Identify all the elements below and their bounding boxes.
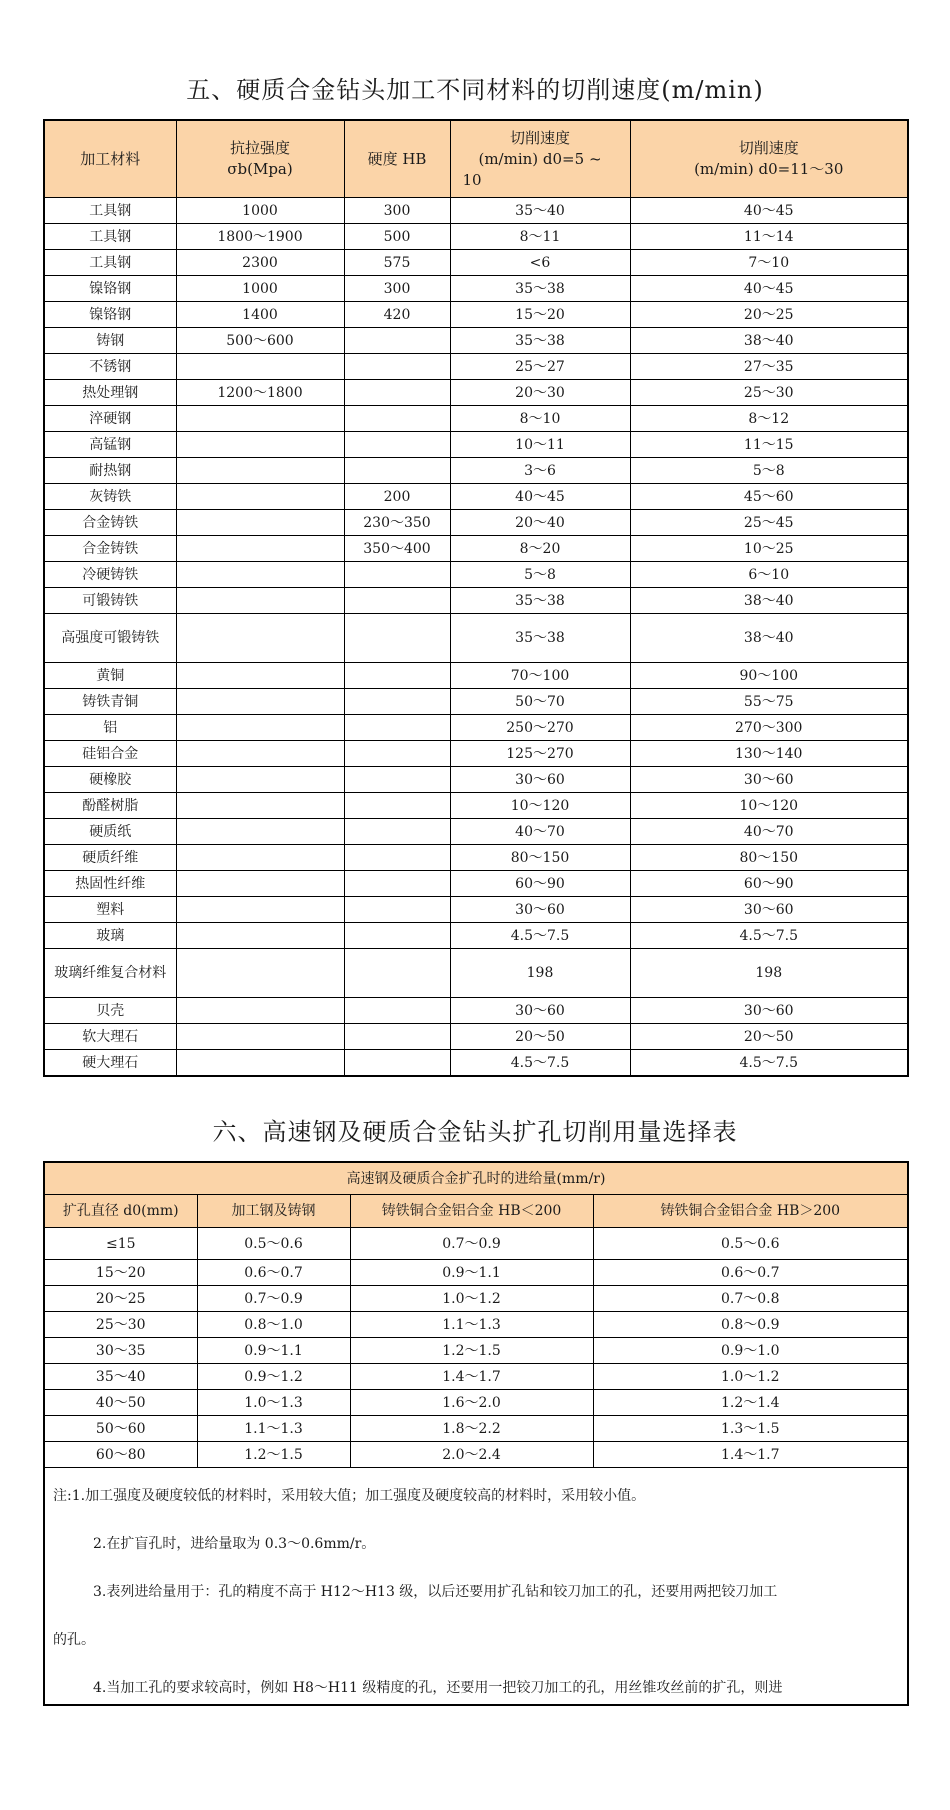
table-cell: 230～350 [344, 510, 450, 536]
table-cell: 3～6 [450, 458, 630, 484]
table-cell [176, 562, 344, 588]
table-cell: 合金铸铁 [44, 536, 176, 562]
table-cell: 1.0～1.3 [197, 1390, 350, 1416]
table-cell: 淬硬钢 [44, 406, 176, 432]
table-cell: 8～20 [450, 536, 630, 562]
table-cell [176, 767, 344, 793]
table-cell [344, 562, 450, 588]
table-cell: 30～60 [450, 998, 630, 1024]
table-cell [176, 354, 344, 380]
table-cell: 25～30 [44, 1312, 197, 1338]
table-cell: <6 [450, 250, 630, 276]
table-cell: 8～10 [450, 406, 630, 432]
table-cell: 30～60 [630, 897, 908, 923]
table-cell: 4.5～7.5 [630, 923, 908, 949]
table-row [44, 484, 908, 510]
note-3-continued: 的孔。 [53, 1632, 95, 1648]
table-cell [344, 871, 450, 897]
table-cell: 1.3～1.5 [593, 1416, 908, 1442]
table-cell: 27～35 [630, 354, 908, 380]
table-cell: 5～8 [450, 562, 630, 588]
table-cell [344, 614, 450, 663]
table-cell: 40～45 [450, 484, 630, 510]
table-cell [176, 689, 344, 715]
table-cell: 塑料 [44, 897, 176, 923]
table-cell: 15～20 [44, 1260, 197, 1286]
table-cell: 38～40 [630, 614, 908, 663]
table-caption-row [44, 1162, 908, 1195]
header-speed-large-line1: 切削速度 [738, 139, 799, 157]
table-row [44, 198, 908, 224]
table-cell: 1400 [176, 302, 344, 328]
table-cell: 25～27 [450, 354, 630, 380]
table-cell: 铸铁青铜 [44, 689, 176, 715]
table-cell: 60～90 [630, 871, 908, 897]
table-row [44, 1312, 908, 1338]
header-speed-small [450, 120, 630, 198]
table-cell [344, 328, 450, 354]
table-cell [176, 741, 344, 767]
table-cell [344, 715, 450, 741]
table-row [44, 923, 908, 949]
reaming-feed-table-body [44, 1228, 908, 1468]
table-cell: 玻璃 [44, 923, 176, 949]
table-cell: 20～40 [450, 510, 630, 536]
table-cell: 40～45 [630, 198, 908, 224]
table-cell: 35～40 [450, 198, 630, 224]
table-row [44, 1228, 908, 1260]
table-cell: 4.5～7.5 [450, 923, 630, 949]
header-cast-gt200: 铸铁铜合金铝合金 HB＞200 [593, 1195, 908, 1228]
note-3: 3.表列进给量用于：孔的精度不高于 H12～H13 级，以后还要用扩孔钻和铰刀加工的孔，还要用两把铰刀加工 [93, 1584, 778, 1600]
table-cell: 1200～1800 [176, 380, 344, 406]
table-cell: 贝壳 [44, 998, 176, 1024]
table-cell: 575 [344, 250, 450, 276]
table-cell: 30～35 [44, 1338, 197, 1364]
table-cell [344, 949, 450, 998]
table-cell: 500 [344, 224, 450, 250]
table-cell: 0.6～0.7 [593, 1260, 908, 1286]
table-row [44, 354, 908, 380]
table-cell: 45～60 [630, 484, 908, 510]
table-cell: 8～11 [450, 224, 630, 250]
header-speed-small-line1: 切削速度 [509, 128, 570, 147]
table-cell [176, 715, 344, 741]
table-cell: 工具钢 [44, 224, 176, 250]
table-cell: 0.9～1.2 [197, 1364, 350, 1390]
table-cell [176, 1050, 344, 1077]
table-cell: 1.6～2.0 [350, 1390, 593, 1416]
table-cell: 1.8～2.2 [350, 1416, 593, 1442]
table-cell: 20～30 [450, 380, 630, 406]
table-cell [176, 1024, 344, 1050]
table-cell: 5～8 [630, 458, 908, 484]
table-cell: 40～50 [44, 1390, 197, 1416]
table-cell: 125～270 [450, 741, 630, 767]
reaming-feed-table [43, 1161, 909, 1706]
table-cell [344, 767, 450, 793]
header-cast-lt200: 铸铁铜合金铝合金 HB＜200 [350, 1195, 593, 1228]
table-cell: 酚醛树脂 [44, 793, 176, 819]
table-cell [176, 510, 344, 536]
table-cell [344, 741, 450, 767]
table-cell: 30～60 [450, 767, 630, 793]
table-cell: 0.7～0.9 [350, 1228, 593, 1260]
table-cell: 0.8～1.0 [197, 1312, 350, 1338]
table-cell: 1.1～1.3 [350, 1312, 593, 1338]
table-row [44, 380, 908, 406]
table-cell [176, 484, 344, 510]
section2-title: 六、高速钢及硬质合金钻头扩孔切削用量选择表 [212, 1118, 738, 1146]
table-cell [176, 793, 344, 819]
table-row [44, 1442, 908, 1468]
table-cell: 30～60 [630, 998, 908, 1024]
table-row [44, 302, 908, 328]
header-hardness: 硬度 HB [344, 120, 450, 198]
table-cell [176, 406, 344, 432]
table-row [44, 767, 908, 793]
table-cell: 50～70 [450, 689, 630, 715]
table-cell: 热固性纤维 [44, 871, 176, 897]
table-cell: 1.2～1.5 [197, 1442, 350, 1468]
table-cell: 0.9～1.0 [593, 1338, 908, 1364]
table-cell: 铝 [44, 715, 176, 741]
table-cell [344, 406, 450, 432]
table-cell: 55～75 [630, 689, 908, 715]
table-row [44, 510, 908, 536]
table-cell: 耐热钢 [44, 458, 176, 484]
header-tensile-line2: σb(Mpa) [227, 160, 293, 178]
table-cell: 1.0～1.2 [350, 1286, 593, 1312]
table-cell [176, 536, 344, 562]
table-cell: 50～60 [44, 1416, 197, 1442]
table-row [44, 250, 908, 276]
table-cell: 镍铬钢 [44, 302, 176, 328]
table-row [44, 588, 908, 614]
table-cell [344, 1024, 450, 1050]
table-cell: 高强度可锻铸铁 [44, 614, 176, 663]
table-cell: 玻璃纤维复合材料 [44, 949, 176, 998]
table-cell: 不锈钢 [44, 354, 176, 380]
table-cell [344, 663, 450, 689]
table-cell: 80～150 [450, 845, 630, 871]
table-cell [176, 819, 344, 845]
header-speed-large [630, 120, 908, 198]
table-cell: 硬大理石 [44, 1050, 176, 1077]
table-row [44, 276, 908, 302]
table-cell: 7～10 [630, 250, 908, 276]
table-cell: 0.6～0.7 [197, 1260, 350, 1286]
table-cell [176, 663, 344, 689]
table-cell: 35～38 [450, 614, 630, 663]
table-cell [176, 588, 344, 614]
table-cell: 198 [450, 949, 630, 998]
table-row [44, 1338, 908, 1364]
header-steel: 加工钢及铸钢 [197, 1195, 350, 1228]
table-row [44, 819, 908, 845]
table-cell: 0.7～0.9 [197, 1286, 350, 1312]
table-row [44, 715, 908, 741]
table-cell: 40～45 [630, 276, 908, 302]
table-cell: 1.0～1.2 [593, 1364, 908, 1390]
table-cell: 工具钢 [44, 250, 176, 276]
note-4: 4.当加工孔的要求较高时，例如 H8～H11 级精度的孔，还要用一把铰刀加工的孔，用丝锥攻丝前的扩孔，则进 [93, 1680, 783, 1696]
cutting-speed-table-body [44, 198, 908, 1077]
header-tensile-line1: 抗拉强度 [229, 139, 290, 157]
table-row [44, 897, 908, 923]
table-row [44, 1390, 908, 1416]
table-cell: 热处理钢 [44, 380, 176, 406]
table-cell [176, 998, 344, 1024]
table-row [44, 224, 908, 250]
table-cell: 工具钢 [44, 198, 176, 224]
table-cell: 0.9～1.1 [350, 1260, 593, 1286]
table-row [44, 663, 908, 689]
table-cell: 6～10 [630, 562, 908, 588]
table-cell: 40～70 [630, 819, 908, 845]
table-cell: 35～38 [450, 588, 630, 614]
table-cell: 198 [630, 949, 908, 998]
table-cell [176, 458, 344, 484]
table-cell [176, 432, 344, 458]
table-cell: 镍铬钢 [44, 276, 176, 302]
table-cell: 0.9～1.1 [197, 1338, 350, 1364]
table-cell: 35～38 [450, 276, 630, 302]
table-cell: 70～100 [450, 663, 630, 689]
table-cell: 硬质纸 [44, 819, 176, 845]
table-cell: 1.4～1.7 [350, 1364, 593, 1390]
table-cell [344, 588, 450, 614]
table-cell: 1800～1900 [176, 224, 344, 250]
table-cell: 20～50 [630, 1024, 908, 1050]
table-row [44, 741, 908, 767]
table-cell: 300 [344, 276, 450, 302]
table-cell: 2300 [176, 250, 344, 276]
table-cell: 硬橡胶 [44, 767, 176, 793]
table-cell [344, 432, 450, 458]
table-cell: 0.5～0.6 [593, 1228, 908, 1260]
table-row [44, 562, 908, 588]
table-cell: 80～150 [630, 845, 908, 871]
table-cell: 300 [344, 198, 450, 224]
table-cell [176, 897, 344, 923]
table-row [44, 328, 908, 354]
table-cell: 0.8～0.9 [593, 1312, 908, 1338]
table-cell: 硅铝合金 [44, 741, 176, 767]
table-cell: 4.5～7.5 [450, 1050, 630, 1077]
table-cell: 30～60 [630, 767, 908, 793]
table-cell: 60～80 [44, 1442, 197, 1468]
table-cell [344, 998, 450, 1024]
table-cell: 25～45 [630, 510, 908, 536]
table-row [44, 793, 908, 819]
table-cell: 1.2～1.5 [350, 1338, 593, 1364]
table-cell [344, 845, 450, 871]
header-diameter: 扩孔直径 d0(mm) [44, 1195, 197, 1228]
table-cell [176, 871, 344, 897]
table-cell: 420 [344, 302, 450, 328]
table-row [44, 1024, 908, 1050]
table-cell: 270～300 [630, 715, 908, 741]
table-row [44, 1260, 908, 1286]
header-speed-small-line2: (m/min) d0=5 ~ [478, 149, 602, 168]
table-cell [176, 614, 344, 663]
note-2: 2.在扩盲孔时，进给量取为 0.3～0.6mm/r。 [93, 1536, 376, 1552]
header-speed-small-line3: 10 [462, 170, 482, 189]
table-cell: 2.0～2.4 [350, 1442, 593, 1468]
table-cell: 20～25 [44, 1286, 197, 1312]
table-caption: 高速钢及硬质合金扩孔时的进给量(mm/r) [44, 1162, 908, 1195]
header-speed-large-line2: (m/min) d0=11～30 [694, 160, 844, 178]
table-row [44, 1286, 908, 1312]
table-cell [344, 793, 450, 819]
table-row [44, 536, 908, 562]
table-cell: 60～90 [450, 871, 630, 897]
table-cell: 1.1～1.3 [197, 1416, 350, 1442]
table-cell: 250～270 [450, 715, 630, 741]
table-row [44, 614, 908, 663]
table-cell [344, 897, 450, 923]
table-cell: 0.5～0.6 [197, 1228, 350, 1260]
table-cell: 500～600 [176, 328, 344, 354]
table-cell: 合金铸铁 [44, 510, 176, 536]
table-cell: 冷硬铸铁 [44, 562, 176, 588]
table-cell [344, 819, 450, 845]
table-row [44, 998, 908, 1024]
cutting-speed-table [43, 119, 909, 1077]
table-cell: 30～60 [450, 897, 630, 923]
table-cell: 10～11 [450, 432, 630, 458]
table-cell: 8～12 [630, 406, 908, 432]
table-row [44, 1050, 908, 1077]
note-1: 注:1.加工强度及硬度较低的材料时，采用较大值；加工强度及硬度较高的材料时，采用较小值。 [53, 1488, 646, 1504]
table-row [44, 1416, 908, 1442]
table-cell [344, 689, 450, 715]
table-cell: 130～140 [630, 741, 908, 767]
table-cell: 硬质纤维 [44, 845, 176, 871]
table-header-row [44, 1195, 908, 1228]
table-cell: 1000 [176, 276, 344, 302]
table-cell: 11～15 [630, 432, 908, 458]
table-row [44, 689, 908, 715]
table-cell: 20～25 [630, 302, 908, 328]
table-cell: 11～14 [630, 224, 908, 250]
table-cell: 1.2～1.4 [593, 1390, 908, 1416]
table-cell: 软大理石 [44, 1024, 176, 1050]
notes-cell [44, 1468, 908, 1706]
table-cell: 15～20 [450, 302, 630, 328]
table-row [44, 1364, 908, 1390]
table-cell: 黄铜 [44, 663, 176, 689]
table-cell: 90～100 [630, 663, 908, 689]
table-cell: 35～38 [450, 328, 630, 354]
table-row [44, 845, 908, 871]
table-cell: 25～30 [630, 380, 908, 406]
table-cell: 35～40 [44, 1364, 197, 1390]
table-cell: ≤15 [44, 1228, 197, 1260]
table-cell [344, 354, 450, 380]
table-cell: 可锻铸铁 [44, 588, 176, 614]
table-cell: 1.4～1.7 [593, 1442, 908, 1468]
table-cell [176, 923, 344, 949]
table-cell [176, 845, 344, 871]
table-cell [344, 1050, 450, 1077]
notes-row [44, 1468, 908, 1706]
table-row [44, 432, 908, 458]
table-row [44, 871, 908, 897]
table-cell: 40～70 [450, 819, 630, 845]
table-cell: 0.7～0.8 [593, 1286, 908, 1312]
table-cell: 高锰钢 [44, 432, 176, 458]
table-cell [344, 380, 450, 406]
header-tensile-strength [176, 120, 344, 198]
table-cell: 200 [344, 484, 450, 510]
table-cell: 灰铸铁 [44, 484, 176, 510]
table-cell: 4.5～7.5 [630, 1050, 908, 1077]
table-cell: 10～120 [450, 793, 630, 819]
table-cell: 铸钢 [44, 328, 176, 354]
table-cell: 38～40 [630, 588, 908, 614]
section1-title: 五、硬质合金钻头加工不同材料的切削速度(m/min) [186, 76, 764, 104]
table-cell: 10～120 [630, 793, 908, 819]
table-cell [344, 923, 450, 949]
table-header-row [44, 120, 908, 198]
header-material: 加工材料 [44, 120, 176, 198]
table-cell: 20～50 [450, 1024, 630, 1050]
table-cell: 350～400 [344, 536, 450, 562]
table-cell [344, 458, 450, 484]
table-cell [176, 949, 344, 998]
table-row [44, 458, 908, 484]
table-cell: 1000 [176, 198, 344, 224]
table-cell: 38～40 [630, 328, 908, 354]
table-row [44, 949, 908, 998]
table-row [44, 406, 908, 432]
table-cell: 10～25 [630, 536, 908, 562]
